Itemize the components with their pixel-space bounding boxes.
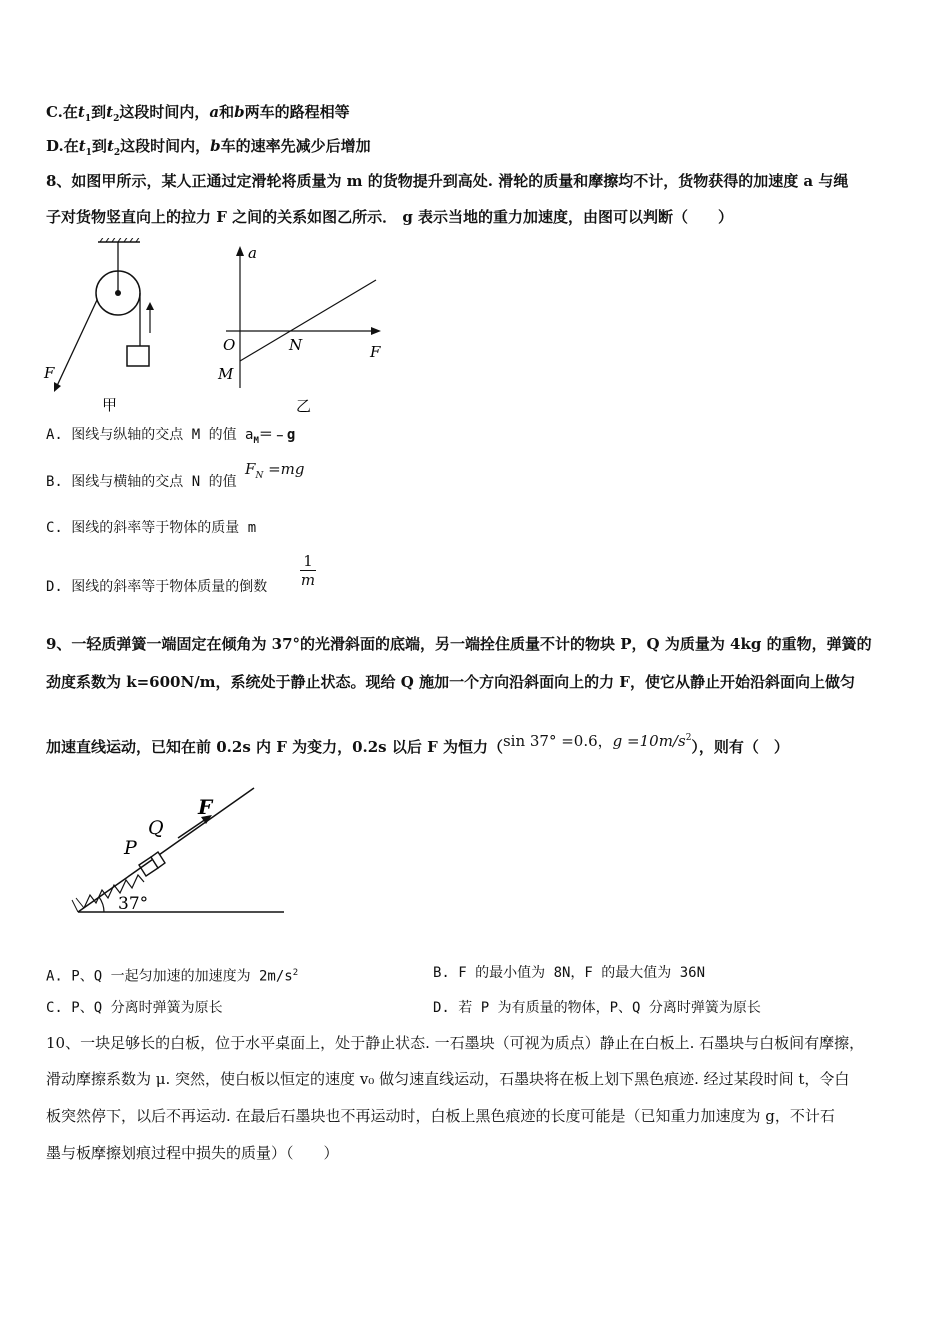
q10-stem-line2: 滑动摩擦系数为 μ. 突然，使白板以恒定的速度 v₀ 做匀速直线运动，石墨块将在板上划下黑色痕迹. 经过某段时间 t，令白 [46, 1070, 850, 1088]
q9-option-c: C. P、Q 分离时弹簧为原长 [46, 1000, 223, 1016]
q9-stem-line1: 9、一轻质弹簧一端固定在倾角为 37°的光滑斜面的底端，另一端拴住质量不计的物块 P，Q 为质量为 4kg 的重物，弹簧的 [46, 635, 872, 653]
q9-option-b: B. F 的最小值为 8N，F 的最大值为 36N [433, 965, 706, 981]
fraction-one-over-m: 1 m [300, 552, 316, 589]
q8-option-b: B. 图线与横轴的交点 N 的值 $F_N =mg$ [46, 460, 305, 490]
q10-stem-line3: 板突然停下，以后不再运动. 在最后石墨块也不再运动时，白板上黑色痕迹的长度可能是（已知重力加速度为 g，不计石 [46, 1107, 835, 1125]
q8-stem-line1: 8、如图甲所示，某人正通过定滑轮将质量为 m 的货物提升到高处. 滑轮的质量和摩擦均不计，货物获得的加速度 a 与绳 [46, 172, 849, 190]
force-label-f: F [44, 364, 55, 382]
q8-option-a: A. 图线与纵轴的交点 M 的值 $a_M=﹣g$ [46, 427, 296, 446]
point-m-label: M [218, 365, 234, 383]
q7-option-c: C.在$t_1$到$t_2$这段时间内，a和b两车的路程相等 [46, 103, 350, 124]
af-graph [217, 244, 381, 415]
axis-label-a: a [248, 244, 257, 262]
q8-stem-line2: 子对货物竖直向上的拉力 F 之间的关系如图乙所示． g 表示当地的重力加速度，由图可以判断（ ） [46, 208, 734, 226]
q9-stem-line3: 加速直线运动，已知在前 0.2s 内 F 为变力，0.2s 以后 F 为恒力（sin 37° =0.6，$g =10m/s^2$），则有（ ） [46, 732, 789, 756]
q9-option-d: D. 若 P 为有质量的物体，P、Q 分离时弹簧为原长 [433, 1000, 761, 1016]
point-n-label: N [289, 336, 303, 354]
axis-label-f: F [370, 343, 381, 361]
pulley-figure [43, 238, 154, 414]
caption-yi: 乙 [296, 397, 312, 415]
q7-option-d: D.在$t_1$到$t_2$这段时间内，b车的速率先减少后增加 [46, 137, 371, 158]
origin-label: O [223, 336, 236, 354]
label-p: P [124, 837, 137, 859]
q8-option-d: D. 图线的斜率等于物体质量的倒数 [46, 579, 268, 595]
label-f: F [198, 795, 213, 819]
angle-label: 37° [118, 894, 149, 914]
q9-stem-line2: 劲度系数为 k=600N/m，系统处于静止状态。现给 Q 施加一个方向沿斜面向上的力 F，使它从静止开始沿斜面向上做匀 [46, 673, 855, 691]
q9-incline-figure [66, 782, 296, 922]
q8-figures [40, 238, 400, 418]
caption-jia: 甲 [102, 396, 118, 414]
label-q: Q [148, 817, 164, 839]
q8-option-c: C. 图线的斜率等于物体的质量 m [46, 520, 257, 536]
fn-eq-mg: $F_N =mg$ [245, 460, 305, 481]
q10-stem-line4: 墨与板摩擦划痕过程中损失的质量）（ ） [46, 1144, 339, 1162]
q9-option-a: A. P、Q 一起匀加速的加速度为 $2m/s^2$ [46, 968, 299, 985]
q10-stem-line1: 10、一块足够长的白板，位于水平桌面上，处于静止状态. 一石墨块（可视为质点）静止在白板上. 石墨块与白板间有摩擦， [46, 1034, 865, 1052]
